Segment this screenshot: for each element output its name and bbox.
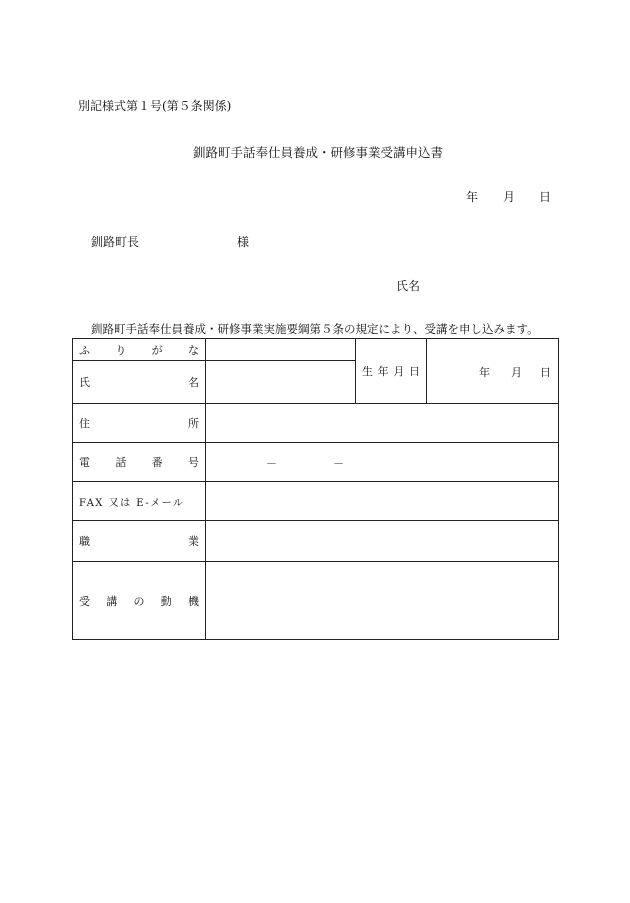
birth-month-label: 月: [511, 366, 522, 379]
occupation-label: 職 業: [73, 521, 206, 562]
motive-label: 受 講 の 動 機: [73, 562, 206, 640]
form-number: 別記様式第１号(第５条関係): [78, 99, 232, 113]
date-day-label: 日: [539, 190, 552, 204]
application-form-table: [72, 338, 559, 640]
name-label: 氏 名: [73, 361, 206, 404]
fax-email-label: FAX 又は E-メール: [73, 482, 206, 521]
birth-year-label: 年: [479, 366, 490, 379]
furigana-row: [73, 339, 559, 361]
application-statement: 釧路町手話奉仕員養成・研修事業実施要綱第５条の規定により、受講を申し込みます。: [91, 322, 539, 336]
phone-label: 電 話 番 号: [73, 443, 206, 482]
birthdate-label: 生 年 月 日: [356, 339, 427, 404]
motive-row: [73, 562, 559, 640]
addressee-honorific: 様: [237, 235, 250, 249]
date-month-label: 月: [503, 190, 516, 204]
addressee-name: 釧路町長: [91, 235, 140, 249]
form-title: 釧路町手話奉仕員養成・研修事業受講申込書: [193, 145, 444, 160]
furigana-label: ふ り が な: [73, 339, 206, 361]
occupation-field[interactable]: [206, 521, 559, 562]
phone-dash-1: －: [266, 457, 277, 470]
motive-field[interactable]: [206, 562, 559, 640]
address-label: 住 所: [73, 404, 206, 443]
birth-day-label: 日: [540, 366, 551, 379]
phone-row: [73, 443, 559, 482]
furigana-field[interactable]: [206, 339, 356, 361]
occupation-row: [73, 521, 559, 562]
birthdate-field[interactable]: [427, 339, 559, 404]
name-field[interactable]: [206, 361, 356, 404]
phone-field[interactable]: [206, 443, 559, 482]
date-year-label: 年: [466, 190, 479, 204]
fax-email-field[interactable]: [206, 482, 559, 521]
phone-dash-2: －: [333, 457, 344, 470]
applicant-name-label: 氏名: [396, 279, 421, 293]
address-field[interactable]: [206, 404, 559, 443]
address-row: [73, 404, 559, 443]
fax-email-row: [73, 482, 559, 521]
